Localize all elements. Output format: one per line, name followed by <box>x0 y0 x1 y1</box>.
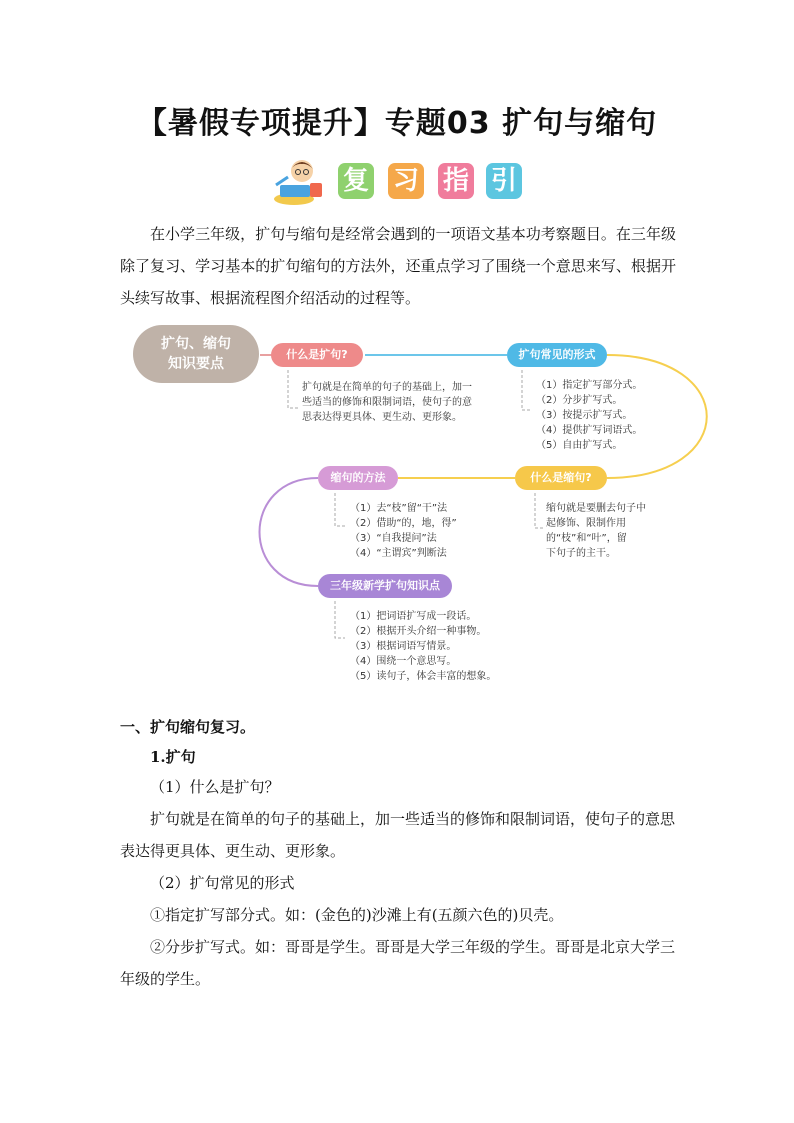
mindmap-root-line2: 知识要点 <box>168 356 224 372</box>
what-expand-line: 扩句就是在简单的句子的基础上，加一 <box>302 382 472 393</box>
node-expand-forms-list <box>536 378 696 453</box>
grade3-item: （3）根据词语写情景。 <box>350 641 457 652</box>
banner-tile-2: 习 <box>388 163 424 199</box>
expand-form-item: （4）提供扩写词语式。 <box>536 425 643 436</box>
mindmap-root-line1: 扩句、缩句 <box>161 336 231 352</box>
question-2: （2）扩句常见的形式 <box>150 874 295 892</box>
node-expand-forms: 扩句常见的形式 <box>507 343 607 367</box>
banner-tile-1: 复 <box>338 163 374 199</box>
shrink-method-item: （1）去“枝”留“干”法 <box>350 503 448 514</box>
mindmap-root <box>133 325 259 383</box>
shrink-method-item: （4）“主谓宾”判断法 <box>350 548 447 559</box>
node-what-shrink: 什么是缩句? <box>515 466 607 490</box>
node-grade3-list <box>350 609 550 684</box>
what-expand-line: 些适当的修饰和限制词语，使句子的意 <box>302 397 472 408</box>
node-shrink-methods: 缩句的方法 <box>318 466 398 490</box>
banner-tile-3: 指 <box>438 163 474 199</box>
banner-tile-4: 引 <box>486 163 522 199</box>
answer-1: 扩句就是在简单的句子的基础上，加一些适当的修饰和限制词语，使句子的意思表达得更具体、更生动、更形象。 <box>120 810 676 860</box>
node-what-expand: 什么是扩句? <box>271 343 363 367</box>
form-point-2: ②分步扩写式。如：哥哥是学生。哥哥是大学三年级的学生。哥哥是北京大学三年级的学生。 <box>120 938 676 988</box>
node-what-shrink-text <box>546 501 686 561</box>
expand-form-item: （5）自由扩写式。 <box>536 440 623 451</box>
mindmap <box>0 318 794 688</box>
grade3-item: （4）围绕一个意思写。 <box>350 656 457 667</box>
what-shrink-line: 的“枝”和“叶”，留 <box>546 533 627 544</box>
what-expand-line: 思表达得更具体、更生动、更形象。 <box>302 412 462 423</box>
what-shrink-line: 缩句就是要删去句子中 <box>546 503 646 514</box>
grade3-item: （2）根据开头介绍一种事物。 <box>350 626 487 637</box>
node-grade3: 三年级新学扩句知识点 <box>318 574 452 598</box>
subsection-heading: 1.扩句 <box>150 748 196 766</box>
shrink-method-item: （2）借助“的，地，得” <box>350 518 457 529</box>
grade3-item: （5）读句子，体会丰富的想象。 <box>350 671 497 682</box>
form-point-1: ①指定扩写部分式。如：(金色的)沙滩上有(五颜六色的)贝壳。 <box>150 906 564 924</box>
expand-form-item: （2）分步扩写式。 <box>536 395 623 406</box>
section-heading: 一、扩句缩句复习。 <box>120 718 256 736</box>
grade3-item: （1）把词语扩写成一段话。 <box>350 611 477 622</box>
what-shrink-line: 下句子的主干。 <box>546 548 616 559</box>
expand-form-item: （3）按提示扩写式。 <box>536 410 633 421</box>
page-title: 【暑假专项提升】专题03 扩句与缩句 <box>136 106 658 141</box>
expand-form-item: （1）指定扩写部分式。 <box>536 380 643 391</box>
node-shrink-methods-list <box>350 501 520 561</box>
intro-paragraph: 在小学三年级，扩句与缩句是经常会遇到的一项语文基本功考察题目。在三年级除了复习、学习基本的扩句缩句的方法外，还重点学习了围绕一个意思来写、根据开头续写故事、根据流程图介绍活动的过程等。 <box>120 225 676 307</box>
student-reading-icon <box>272 155 332 207</box>
node-what-expand-text <box>302 380 502 425</box>
question-1: （1）什么是扩句？ <box>150 778 280 796</box>
what-shrink-line: 起修饰、限制作用 <box>546 518 626 529</box>
shrink-method-item: （3）“自我提问”法 <box>350 533 437 544</box>
